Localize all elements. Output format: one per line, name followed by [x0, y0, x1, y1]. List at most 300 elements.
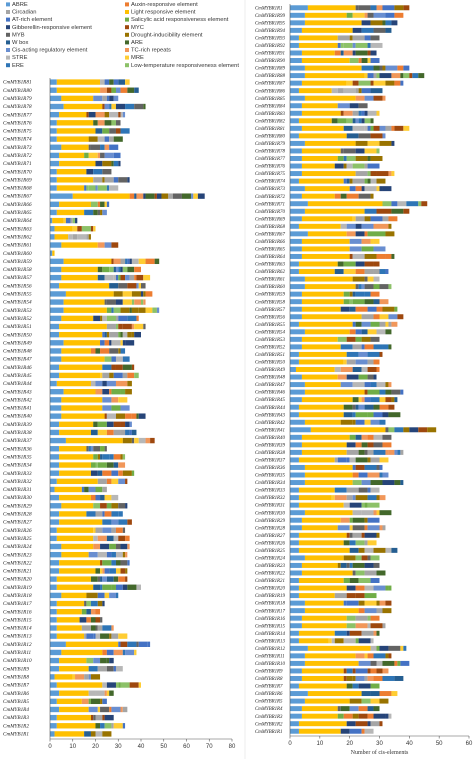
bar-segment: [102, 128, 109, 133]
bar-segment: [290, 5, 308, 10]
bar-segment: [353, 28, 362, 33]
bar-segment: [118, 633, 127, 638]
bar-segment: [290, 548, 299, 553]
category-label: CmMYBR1R65: [255, 247, 285, 253]
bar-segment: [61, 316, 93, 321]
bar-segment: [385, 322, 388, 327]
bar-segment: [299, 88, 332, 93]
category-label: CmMYBR1R47: [255, 383, 285, 389]
bar-segment: [400, 81, 403, 86]
category-label: CmMYBR1R29: [255, 518, 285, 524]
bar-segment: [93, 544, 100, 549]
bar-segment: [400, 646, 403, 651]
bar-segment: [377, 254, 386, 259]
bar-segment: [353, 405, 356, 410]
bar-segment: [111, 397, 118, 402]
bar-segment: [132, 471, 134, 476]
category-label: CmMYBR1R52: [255, 345, 285, 351]
bar-segment: [290, 322, 299, 327]
bar-segment: [385, 231, 394, 236]
bar-segment: [380, 646, 389, 651]
category-label: CmMYB1R70: [3, 169, 32, 176]
legend-swatch: [6, 18, 10, 22]
bar-segment: [344, 412, 353, 417]
bar-segment: [61, 96, 93, 101]
bar-segment: [290, 299, 302, 304]
bar-segment: [350, 246, 362, 251]
bar-segment: [374, 563, 380, 568]
bar-segment: [403, 209, 409, 214]
bar-segment: [350, 578, 359, 583]
bar-segment: [111, 479, 118, 484]
bar-segment: [55, 226, 73, 231]
bar-segment: [353, 676, 356, 681]
bar-segment: [93, 503, 100, 508]
bar-segment: [107, 479, 112, 484]
bar-segment: [290, 164, 302, 169]
bar-segment: [362, 224, 374, 229]
bar-segment: [299, 503, 344, 508]
bar-segment: [50, 691, 59, 696]
bar-segment: [380, 269, 386, 274]
bar-segment: [136, 193, 143, 198]
bar-segment: [105, 177, 114, 182]
bar-segment: [305, 555, 344, 560]
bar-segment: [305, 186, 350, 191]
bar-segment: [100, 446, 105, 451]
bar-segment: [391, 390, 400, 395]
bar-segment: [111, 511, 118, 516]
category-label: CmMYB1R27: [3, 519, 32, 526]
bar-segment: [107, 422, 114, 427]
bar-segment: [59, 324, 107, 329]
bar-segment: [299, 457, 335, 462]
bar-segment: [134, 88, 139, 93]
bar-segment: [356, 412, 368, 417]
bar-segment: [61, 348, 91, 353]
bar-segment: [353, 35, 365, 40]
bar-segment: [374, 284, 380, 289]
bar-segment: [371, 126, 374, 131]
category-label: CmMYBR1R14: [255, 631, 285, 637]
bar-segment: [98, 576, 100, 581]
bar-segment: [290, 73, 305, 78]
category-label: CmMYB1R76: [3, 120, 32, 127]
bar-segment: [57, 479, 98, 484]
legend-label: MYC: [131, 24, 144, 31]
category-label: CmMYB1R46: [3, 364, 32, 371]
bar-segment: [302, 194, 335, 199]
x-tick-label: 50: [160, 744, 168, 750]
bar-segment: [371, 397, 380, 402]
bar-segment: [105, 340, 110, 345]
bar-segment: [368, 706, 374, 711]
bar-segment: [365, 231, 368, 236]
bar-segment: [111, 519, 118, 524]
bar-segment: [136, 413, 138, 418]
bar-segment: [102, 104, 104, 109]
bar-segment: [96, 625, 98, 630]
bar-segment: [50, 674, 55, 679]
bar-segment: [50, 340, 64, 345]
bar-segment: [100, 585, 102, 590]
bar-segment: [388, 284, 391, 289]
bar-segment: [377, 465, 380, 470]
bar-segment: [388, 314, 397, 319]
bar-segment: [98, 202, 100, 207]
bar-segment: [121, 88, 128, 93]
bar-segment: [100, 495, 105, 500]
bar-segment: [114, 161, 119, 166]
bar-segment: [114, 308, 121, 313]
bar-segment: [111, 340, 120, 345]
category-label: CmMYB1R32: [3, 478, 32, 485]
bar-segment: [143, 324, 145, 329]
bar-segment: [82, 609, 87, 614]
category-label: CmMYBR1R51: [255, 353, 285, 359]
bar-segment: [109, 185, 118, 190]
bar-segment: [143, 275, 150, 280]
bar-segment: [116, 88, 121, 93]
bar-segment: [365, 13, 368, 18]
bar-segment: [362, 314, 374, 319]
bar-segment: [123, 528, 125, 533]
bar-segment: [305, 66, 362, 71]
bar-segment: [299, 179, 344, 184]
bar-segment: [93, 169, 102, 174]
x-tick-label: 10: [316, 741, 324, 747]
bar-segment: [61, 413, 104, 418]
bar-segment: [121, 112, 123, 117]
bar-segment: [353, 292, 356, 297]
category-label: CmMYBR1R73: [255, 187, 285, 193]
bar-segment: [59, 430, 91, 435]
bar-segment: [50, 682, 57, 687]
bar-segment: [105, 275, 114, 280]
bar-segment: [114, 430, 121, 435]
bar-segment: [368, 359, 374, 364]
bar-segment: [344, 88, 356, 93]
bar-segment: [130, 275, 135, 280]
category-label: CmMYBR1R87: [255, 81, 285, 87]
bar-segment: [102, 625, 111, 630]
bar-segment: [368, 412, 374, 417]
bar-segment: [290, 668, 302, 673]
bar-segment: [57, 601, 84, 606]
bar-segment: [359, 661, 371, 666]
bar-segment: [102, 519, 111, 524]
bar-segment: [127, 544, 129, 549]
category-label: CmMYBR1R1: [255, 729, 283, 735]
bar-segment: [118, 397, 120, 402]
bar-segment: [77, 226, 82, 231]
bar-segment: [50, 185, 57, 190]
bar-segment: [365, 525, 368, 530]
bar-segment: [98, 625, 103, 630]
category-label: CmMYBR1R6: [255, 692, 283, 698]
bar-segment: [96, 161, 103, 166]
bar-segment: [59, 153, 84, 158]
bar-segment: [385, 653, 388, 658]
bar-segment: [338, 35, 350, 40]
bar-segment: [382, 216, 388, 221]
bar-segment: [356, 171, 368, 176]
bar-segment: [57, 128, 96, 133]
bar-segment: [365, 518, 368, 523]
bar-segment: [84, 210, 93, 215]
bar-segment: [123, 552, 125, 557]
bar-segment: [105, 691, 107, 696]
bar-segment: [344, 359, 347, 364]
bar-segment: [290, 96, 305, 101]
bar-segment: [382, 668, 388, 673]
bar-segment: [394, 397, 397, 402]
bar-segment: [374, 269, 380, 274]
bar-segment: [371, 668, 377, 673]
bar-segment: [116, 413, 125, 418]
bar-segment: [102, 731, 111, 736]
bar-segment: [290, 442, 302, 447]
bar-segment: [123, 365, 132, 370]
bar-segment: [111, 625, 113, 630]
category-label: CmMYB1R37: [3, 438, 32, 445]
bar-segment: [98, 471, 103, 476]
bar-segment: [362, 111, 365, 116]
bar-segment: [61, 267, 97, 272]
bar-segment: [96, 462, 98, 467]
bar-segment: [50, 299, 64, 304]
bar-segment: [96, 511, 103, 516]
category-label: CmMYB1R2: [3, 723, 29, 730]
category-label: CmMYBR1R5: [255, 699, 283, 705]
bar-segment: [59, 691, 89, 696]
bar-segment: [332, 495, 335, 500]
bar-segment: [290, 714, 302, 719]
bar-segment: [91, 625, 96, 630]
bar-segment: [100, 617, 102, 622]
category-label: CmMYBR1R15: [255, 624, 285, 630]
category-label: CmMYB1R73: [3, 144, 32, 151]
bar-segment: [302, 28, 353, 33]
bar-segment: [400, 480, 403, 485]
bar-segment: [91, 601, 98, 606]
bar-segment: [302, 435, 350, 440]
bar-segment: [91, 715, 93, 720]
category-label: CmMYB1R43: [3, 389, 32, 396]
bar-segment: [116, 544, 121, 549]
bar-segment: [344, 405, 353, 410]
bar-segment: [50, 601, 57, 606]
bar-segment: [302, 254, 350, 259]
bar-segment: [50, 625, 57, 630]
bar-segment: [59, 283, 109, 288]
bar-segment: [374, 239, 380, 244]
bar-segment: [102, 568, 104, 573]
bar-segment: [66, 291, 114, 296]
bar-segment: [59, 454, 93, 459]
bar-segment: [350, 179, 353, 184]
x-tick-label: 50: [435, 741, 443, 747]
bar-segment: [394, 480, 400, 485]
bar-segment: [121, 422, 126, 427]
category-label: CmMYB1R81: [3, 79, 32, 86]
bar-segment: [107, 202, 109, 207]
bar-segment: [100, 731, 102, 736]
bar-segment: [125, 552, 127, 557]
bar-segment: [335, 164, 344, 169]
bar-segment: [89, 145, 91, 150]
bar-segment: [371, 133, 383, 138]
bar-segment: [290, 729, 299, 734]
bar-segment: [105, 299, 107, 304]
category-label: CmMYBR1R91: [255, 51, 285, 57]
bar-segment: [388, 412, 400, 417]
bar-segment: [335, 631, 347, 636]
bar-segment: [362, 533, 365, 538]
bar-segment: [362, 28, 374, 33]
bar-segment: [371, 488, 380, 493]
category-label: CmMYB1R72: [3, 153, 32, 160]
bar-segment: [290, 390, 305, 395]
bar-segment: [50, 348, 61, 353]
bar-segment: [385, 390, 391, 395]
bar-segment: [89, 446, 91, 451]
bar-segment: [134, 438, 139, 443]
bar-segment: [114, 373, 123, 378]
category-label: CmMYBR1R93: [255, 36, 285, 42]
x-tick-label: 20: [92, 744, 99, 750]
category-label: CmMYBR1R32: [255, 496, 285, 502]
bar-segment: [391, 171, 394, 176]
bar-segment: [86, 112, 88, 117]
bar-segment: [109, 332, 118, 337]
bar-segment: [374, 510, 377, 515]
bar-segment: [377, 601, 380, 606]
bar-segment: [96, 731, 101, 736]
bar-segment: [50, 568, 59, 573]
bar-segment: [380, 314, 389, 319]
category-label: CmMYBR1R40: [255, 435, 285, 441]
bar-segment: [374, 277, 380, 282]
category-label: CmMYB1R3: [3, 715, 29, 722]
bar-segment: [93, 210, 98, 215]
bar-segment: [59, 446, 86, 451]
bar-segment: [91, 674, 100, 679]
bar-segment: [353, 563, 365, 568]
bar-segment: [344, 269, 356, 274]
bar-segment: [107, 576, 114, 581]
bar-segment: [377, 631, 380, 636]
bar-segment: [84, 633, 86, 638]
bar-segment: [50, 373, 59, 378]
bar-segment: [290, 555, 305, 560]
bar-segment: [50, 324, 59, 329]
bar-segment: [305, 390, 365, 395]
bar-segment: [353, 254, 365, 259]
x-tick-label: 80: [228, 744, 236, 750]
bar-segment: [362, 337, 371, 342]
bar-segment: [356, 216, 365, 221]
bar-segment: [374, 126, 380, 131]
bar-segment: [335, 593, 347, 598]
bar-segment: [50, 495, 59, 500]
bar-segment: [377, 5, 383, 10]
category-label: CmMYB1R57: [3, 275, 32, 282]
category-label: CmMYB1R29: [3, 503, 32, 510]
bar-segment: [353, 277, 365, 282]
bar-segment: [356, 269, 365, 274]
bar-segment: [93, 715, 95, 720]
category-label: CmMYB1R75: [3, 128, 32, 135]
bar-segment: [368, 58, 371, 63]
bar-segment: [290, 58, 302, 63]
bar-segment: [371, 480, 380, 485]
bar-segment: [105, 153, 114, 158]
bar-segment: [371, 578, 380, 583]
bar-segment: [344, 299, 350, 304]
bar-segment: [107, 658, 109, 663]
bar-segment: [50, 145, 61, 150]
bar-segment: [57, 528, 93, 533]
bar-segment: [105, 202, 107, 207]
category-label: CmMYB1R30: [3, 495, 32, 502]
bar-segment: [359, 601, 365, 606]
bar-segment: [338, 457, 347, 462]
bar-segment: [418, 427, 427, 432]
bar-segment: [397, 66, 403, 71]
category-label: CmMYB1R25: [3, 535, 32, 542]
bar-segment: [347, 684, 353, 689]
bar-segment: [52, 251, 54, 256]
bar-segment: [139, 642, 148, 647]
bar-segment: [377, 661, 383, 666]
bar-segment: [388, 450, 394, 455]
bar-segment: [290, 593, 299, 598]
bar-segment: [123, 585, 128, 590]
bar-segment: [59, 707, 89, 712]
bar-segment: [118, 479, 125, 484]
category-label: CmMYB1R65: [3, 210, 32, 217]
bar-segment: [350, 540, 356, 545]
bar-segment: [132, 430, 137, 435]
bar-segment: [365, 299, 374, 304]
bar-segment: [397, 314, 403, 319]
bar-segment: [353, 510, 362, 515]
bar-segment: [353, 13, 365, 18]
bar-segment: [50, 251, 52, 256]
bar-segment: [391, 20, 397, 25]
bar-segment: [377, 186, 380, 191]
bar-segment: [66, 642, 118, 647]
bar-segment: [290, 495, 299, 500]
bar-segment: [55, 487, 82, 492]
bar-segment: [102, 381, 107, 386]
bar-segment: [91, 471, 98, 476]
bar-segment: [353, 684, 359, 689]
legend-swatch: [6, 63, 10, 67]
bar-segment: [356, 322, 362, 327]
category-label: CmMYB1R9: [3, 666, 29, 673]
category-label: CmMYB1R56: [3, 283, 32, 290]
bar-segment: [50, 153, 59, 158]
bar-segment: [130, 259, 132, 264]
bar-segment: [359, 714, 368, 719]
bar-segment: [305, 284, 356, 289]
category-label: CmMYB1R78: [3, 104, 32, 111]
bar-segment: [91, 462, 96, 467]
category-label: CmMYBR1R18: [255, 601, 285, 607]
bar-segment: [118, 536, 125, 541]
